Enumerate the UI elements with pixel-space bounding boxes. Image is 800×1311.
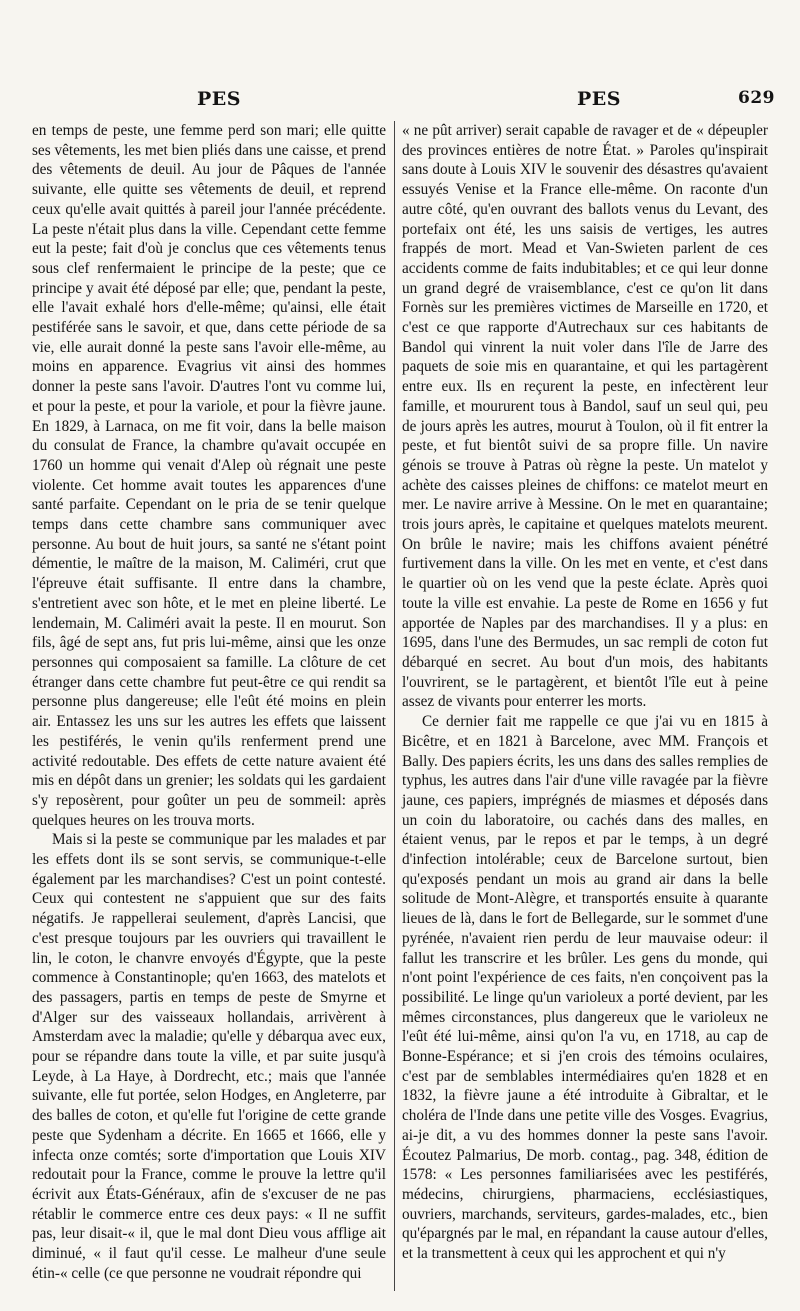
paragraph: Mais si la peste se communique par les malades et par les effets dont ils se sont servis, se communique-t-elle également par les marchandises? C'est un point contesté. Ceux qui contestent ne s'appuient que sur des faits négatifs. Je rappellerai seulement, d'après Lancisi, que c'est presque toujours par les ouvriers qui travaillent le lin, le coton, le chanvre envoyés d'Égypte, que la peste commence à Constantinople; qu'en 1663, des matelots et des passagers, partis en temps de peste de Smyrne et d'Alger sur des vaisseaux hollandais, arrivèrent à Amsterdam avec la maladie; qu'elle y débarqua avec eux, pour se répandre dans toute la ville, et par suite jusqu'à Leyde, à La Haye, à Dordrecht, etc.; mais que l'année suivante, elle fut portée, selon Hodges, en Angleterre, par des balles de coton, et qu'elle fut l'origine de cette grande peste que Sydenham a décrite. En 1665 et 1666, elle y infecta onze comtés; sorte d'importation que Louis XIV redoutait pour la France, comme le prouve la lettre qu'il écrivit aux États-Généraux, afin de s'excuser de ne pas rétablir le commerce entre ces deux pays: « Il ne suffit pas, leur disait-« il, que le mal dont Dieu vous afflige ait diminué, « il faut qu'il cesse. Le malheur d'une seule étin-« celle (ce que personne ne voudrait répondre qui: [32, 831, 386, 1282]
paragraph: Ce dernier fait me rappelle ce que j'ai vu en 1815 à Bicêtre, et en 1821 à Barcelone, avec MM. François et Bally. Des papiers écrits, les uns dans des salles remplies de typhus, les autres dans l'air d'une ville ravagée par la fièvre jaune, ces papiers, imprégnés de miasmes et déposés dans un coin du laboratoire, ou cachés dans des malles, en étaient venus, par le repos et par le temps, à un degré d'infection intolérable; ceux de Barcelone surtout, bien qu'exposés pendant un mois au grand air dans la belle solitude de Mont-Alègre, et transportés ensuite à quarante lieues de là, dans le fort de Bellegarde, sur le sommet d'une pyrénée, n'avaient rien perdu de leur mauvaise odeur: il fallut les transcrire et les brûler. Les gens du monde, qui n'ont point l'expérience de ces faits, n'en conçoivent pas la possibilité. Le linge qu'un varioleux a porté devient, par les mêmes circonstances, plus dangereux que le varioleux ne l'eût été lui-même, ainsi qu'on l'a vu, en 1718, au cap de Bonne-Espérance; et si j'en crois des témoins oculaires, c'est par de semblables intermédiaires qu'en 1828 et en 1832, la fièvre jaune a été introduite à Gibraltar, et le choléra de l'Inde dans une petite ville des Vosges. Evagrius, ai-je dit, a vu des hommes donner la peste sans l'avoir. Écoutez Palmarius, De morb. contag., pag. 348, édition de 1578: « Les personnes familiarisées avec les pestiférés, médecins, chirurgiens, pharmaciens, ecclésiastiques, ouvriers, marchands, serviteurs, gardes-malades, etc., bien qu'épargnés par le mal, en répandant la cause autour d'elles, et la transmettent à ceux qui les approchent et qui n'y: [402, 713, 768, 1263]
left-column: [32, 121, 386, 1283]
column-divider: [394, 121, 395, 1291]
paragraph: en temps de peste, une femme perd son mari; elle quitte ses vêtements, les met bien pliés dans une caisse, et prend des vêtements de deuil. Au jour de Pâques de l'année suivante, elle quitte ses vêtements de deuil, et reprend ceux qu'elle avait quittés à pareil jour l'année précédente. La peste n'était plus dans la ville. Cependant cette femme eut la peste; fait d'où je conclus que ces vêtements tenus sous clef renfermaient le principe de la peste; que ce principe y avait été déposé par elle; que, pendant la peste, elle l'avait exhalé hors d'elle-même; qu'ainsi, elle était pestiférée sans le savoir, et que, dans cette période de sa vie, elle aurait donné la peste sans l'avoir elle-même, au moins en apparence. Evagrius vit ainsi des hommes donner la peste sans l'avoir. D'autres l'ont vu comme lui, et pour la peste, et pour la variole, et pour la fièvre jaune. En 1829, à Larnaca, on me fit voir, dans la belle maison du consulat de France, la chambre qu'avait occupée en 1760 un homme qui venait d'Alep où régnait une peste violente. Cet homme avait toutes les apparences d'une santé parfaite. Cependant on le pria de se tenir quelque temps dans cette chambre sans communiquer avec personne. Au bout de huit jours, sa santé ne s'étant point démentie, le maître de la maison, M. Caliméri, crut que l'épreuve était suffisante. Il entre dans la chambre, s'entretient avec son hôte, et le met en pleine liberté. Le lendemain, M. Caliméri avait la peste. Il en mourut. Son fils, âgé de sept ans, fut pris lui-même, ainsi que les onze personnes qui composaient sa famille. La clôture de cet étranger dans cette chambre fut peut-être ce qui rendit sa personne plus dangereuse; elle l'eût été moins en plein air. Entassez les uns sur les autres les effets que laissent les pestiférés, le venin qu'ils renferment prend une activité redoutable. Des effets de cette nature avaient été mis en dépôt dans un grenier; les soldats qui les gardaient s'y reposèrent, pour goûter un peu de sommeil: après quelques heures on les trouva morts.: [32, 122, 386, 829]
running-header-right: PES: [577, 88, 621, 110]
running-header-left: PES: [197, 88, 241, 110]
paragraph: « ne pût arriver) serait capable de ravager et de « dépeupler des provinces entières de notre État. » Paroles qu'inspirait sans doute à Louis XIV le souvenir des désastres qu'avaient essuyés Venise et la France elle-même. On raconte d'un autre côté, qu'en ouvrant des ballots venus du Levant, des portefaix ont été, les uns saisis de vertiges, les autres frappés de mort. Mead et Van-Swieten parlent de ces accidents comme de faits indubitables; et ce qui leur donne un grand degré de vraisemblance, c'est ce qu'on lit dans Fornès sur les premières victimes de Marseille en 1720, et c'est ce que rapporte d'Autrechaux sur ces habitants de Bandol qui vinrent la nuit voler dans l'île de Jarre des paquets de soie mis en quarantaine, et qui les partagèrent entre eux. Ils en reçurent la peste, en infectèrent leur famille, et moururent tous à Bandol, sauf un seul qui, peu de jours après les autres, mourut à Toulon, où il fit entrer la peste, et fut bientôt suivi de sa propre fille. Un navire génois se trouve à Patras où règne la peste. Un matelot y achète des caisses pleines de chiffons: ce matelot meurt en mer. Le navire arrive à Messine. On le met en quarantaine; trois jours après, le capitaine et quelques matelots meurent. On brûle le navire; mais les chiffons avaient pénétré furtivement dans la ville. On les met en vente, et c'est dans le quartier où on les vend que la peste éclate. Après quoi toute la ville est envahie. La peste de Rome en 1656 y fut apportée de Naples par des marchandises. Il y a plus: en 1695, dans l'une des Bermudes, un sac rempli de coton fut débarqué en secret. Au bout d'un mois, des habitants l'ouvrirent, se le partagèrent, et bientôt l'île eut à peine assez de vivants pour enterrer les morts.: [402, 122, 768, 711]
right-column: [402, 121, 768, 1264]
page-number: 629: [738, 88, 775, 108]
